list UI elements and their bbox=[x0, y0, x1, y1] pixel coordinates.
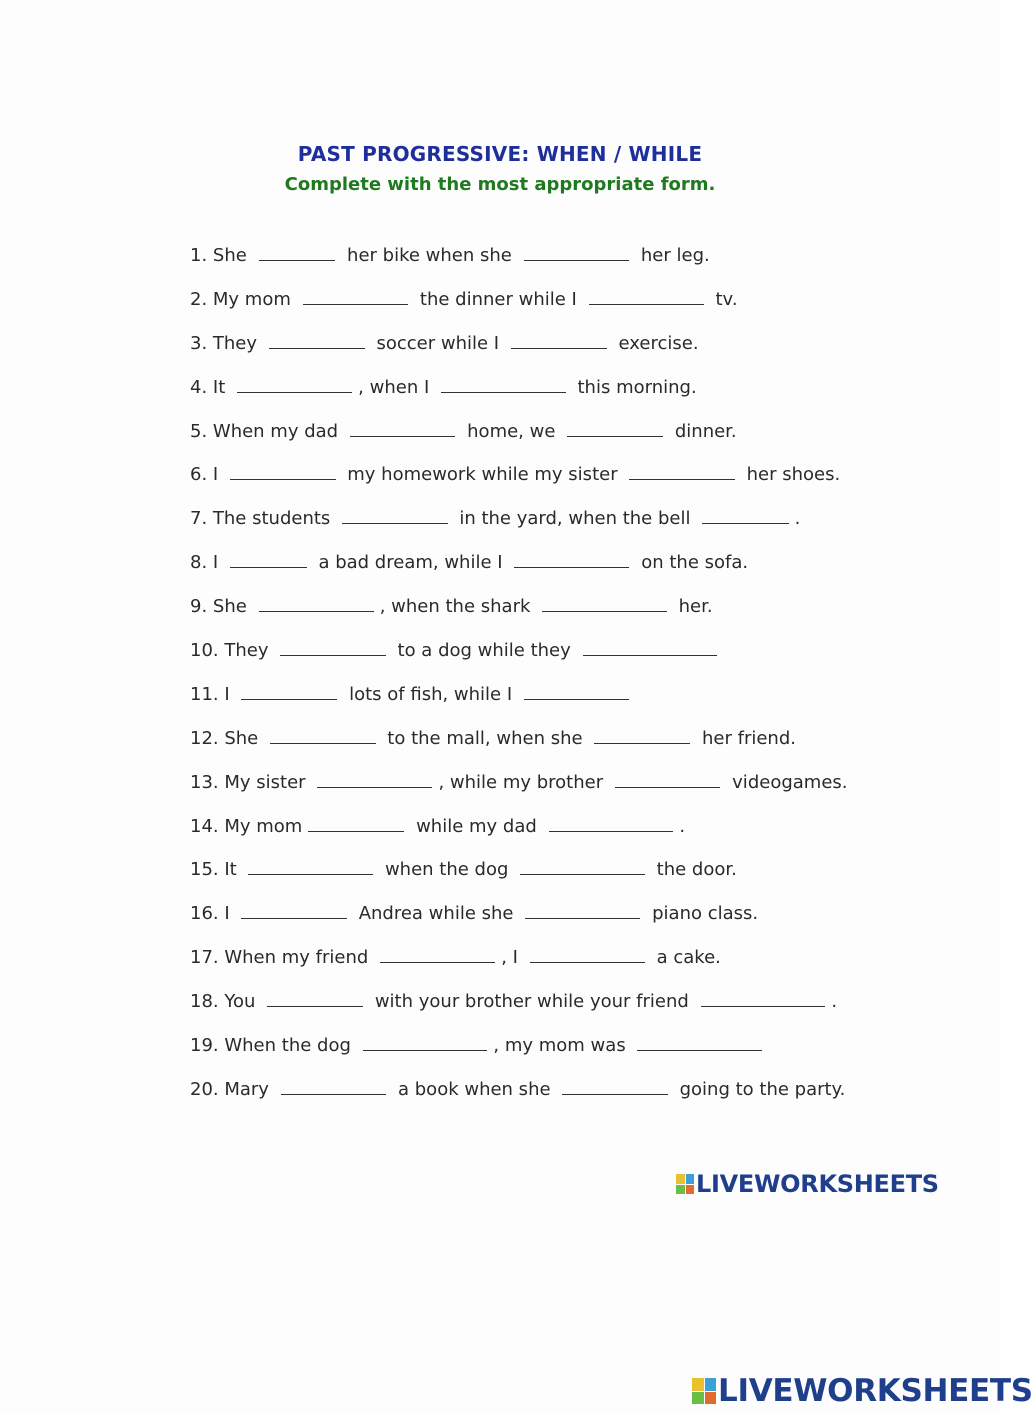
exercise-item bbox=[190, 286, 970, 330]
answer-blank[interactable] bbox=[589, 286, 704, 305]
worksheet-instructions: Complete with the most appropriate form. bbox=[284, 174, 716, 195]
exercise-text: . bbox=[679, 815, 686, 837]
exercise-item bbox=[190, 637, 970, 681]
exercise-text: a bad dream, while I bbox=[312, 552, 509, 574]
exercise-text: videogames. bbox=[726, 771, 848, 793]
exercise-text: going to the party. bbox=[673, 1078, 846, 1100]
answer-blank[interactable] bbox=[567, 418, 663, 437]
exercise-text: 11. I bbox=[190, 683, 236, 705]
answer-blank[interactable] bbox=[511, 330, 607, 349]
exercise-item bbox=[190, 549, 970, 593]
answer-blank[interactable] bbox=[562, 1076, 668, 1095]
exercise-text: piano class. bbox=[646, 903, 759, 925]
answer-blank[interactable] bbox=[525, 900, 640, 919]
exercise-text: a cake. bbox=[650, 947, 721, 969]
exercise-text: in the yard, when the bell bbox=[453, 508, 697, 530]
answer-blank[interactable] bbox=[270, 725, 376, 744]
exercise-text: her bike when she bbox=[341, 245, 518, 266]
exercise-text: 7. The students bbox=[190, 508, 337, 530]
exercise-list bbox=[190, 242, 970, 1120]
exercise-item bbox=[190, 374, 970, 418]
answer-blank[interactable] bbox=[549, 813, 674, 832]
exercise-text: on the sofa. bbox=[635, 552, 749, 574]
exercise-text: to a dog while they bbox=[391, 640, 577, 662]
exercise-item bbox=[190, 988, 970, 1032]
exercise-item bbox=[190, 505, 970, 549]
exercise-text: a book when she bbox=[392, 1078, 557, 1100]
answer-blank[interactable] bbox=[615, 769, 721, 788]
exercise-text: her shoes. bbox=[740, 464, 841, 486]
liveworksheets-logo-icon bbox=[676, 1174, 694, 1194]
exercise-text: 15. It bbox=[190, 859, 243, 881]
liveworksheets-logo bbox=[676, 1170, 939, 1198]
answer-blank[interactable] bbox=[629, 461, 735, 480]
answer-blank[interactable] bbox=[530, 944, 645, 963]
exercise-text: 18. You bbox=[190, 991, 262, 1013]
exercise-item bbox=[190, 813, 970, 857]
answer-blank[interactable] bbox=[350, 418, 456, 437]
answer-blank[interactable] bbox=[514, 549, 629, 568]
answer-blank[interactable] bbox=[583, 637, 717, 656]
answer-blank[interactable] bbox=[303, 286, 409, 305]
answer-blank[interactable] bbox=[363, 1032, 488, 1051]
answer-blank[interactable] bbox=[524, 681, 630, 700]
exercise-item bbox=[190, 418, 970, 462]
answer-blank[interactable] bbox=[241, 681, 337, 700]
answer-blank[interactable] bbox=[237, 374, 352, 393]
answer-blank[interactable] bbox=[524, 242, 630, 261]
exercise-text: 17. When my friend bbox=[190, 947, 375, 969]
exercise-text: my homework while my sister bbox=[341, 464, 624, 486]
answer-blank[interactable] bbox=[441, 374, 566, 393]
answer-blank[interactable] bbox=[230, 549, 307, 568]
exercise-text: 19. When the dog bbox=[190, 1035, 357, 1057]
exercise-item bbox=[190, 1076, 970, 1120]
answer-blank[interactable] bbox=[594, 725, 690, 744]
exercise-text: 2. My mom bbox=[190, 288, 297, 310]
exercise-text: 9. She bbox=[190, 596, 253, 618]
answer-blank[interactable] bbox=[542, 593, 667, 612]
exercise-text: 10. They bbox=[190, 640, 275, 662]
exercise-text: 1. She bbox=[190, 245, 253, 266]
exercise-text: to the mall, when she bbox=[381, 727, 589, 749]
exercise-text: 6. I bbox=[190, 464, 224, 486]
exercise-text: exercise. bbox=[612, 332, 699, 354]
answer-blank[interactable] bbox=[380, 944, 495, 963]
exercise-text: tv. bbox=[709, 288, 738, 310]
exercise-text: home, we bbox=[461, 420, 562, 442]
exercise-text: 3. They bbox=[190, 332, 263, 354]
exercise-text: when the dog bbox=[379, 859, 515, 881]
logo-text: LIVEWORKSHEETS bbox=[696, 1170, 939, 1198]
exercise-text: lots of fish, while I bbox=[343, 683, 518, 705]
answer-blank[interactable] bbox=[269, 330, 365, 349]
answer-blank[interactable] bbox=[248, 856, 373, 875]
exercise-text: this morning. bbox=[571, 376, 697, 398]
liveworksheets-footer-logo-icon bbox=[692, 1378, 716, 1404]
exercise-item bbox=[190, 856, 970, 900]
exercise-item bbox=[190, 461, 970, 505]
answer-blank[interactable] bbox=[259, 593, 374, 612]
exercise-text: 20. Mary bbox=[190, 1078, 275, 1100]
exercise-item bbox=[190, 725, 970, 769]
exercise-text: her. bbox=[672, 596, 713, 618]
exercise-text: Andrea while she bbox=[352, 903, 520, 925]
exercise-text: 4. It bbox=[190, 376, 231, 398]
answer-blank[interactable] bbox=[520, 856, 645, 875]
exercise-text: , my mom was bbox=[493, 1035, 632, 1057]
answer-blank[interactable] bbox=[230, 461, 336, 480]
exercise-text: , when I bbox=[358, 376, 435, 398]
exercise-item bbox=[190, 681, 970, 725]
exercise-text: 8. I bbox=[190, 552, 224, 574]
footer-logo-text: LIVEWORKSHEETS bbox=[718, 1373, 1033, 1409]
exercise-text: while my dad bbox=[410, 815, 543, 837]
exercise-text: her leg. bbox=[635, 245, 710, 266]
exercise-text: her friend. bbox=[696, 727, 796, 749]
answer-blank[interactable] bbox=[267, 988, 363, 1007]
exercise-text: 14. My mom bbox=[190, 815, 303, 837]
exercise-item bbox=[190, 330, 970, 374]
exercise-item bbox=[190, 900, 970, 944]
answer-blank[interactable] bbox=[281, 1076, 387, 1095]
answer-blank[interactable] bbox=[259, 242, 336, 261]
exercise-item bbox=[190, 769, 970, 813]
answer-blank[interactable] bbox=[701, 988, 826, 1007]
answer-blank[interactable] bbox=[241, 900, 347, 919]
worksheet-title: PAST PROGRESSIVE: WHEN / WHILE bbox=[297, 142, 703, 166]
liveworksheets-footer-logo bbox=[692, 1373, 1033, 1409]
exercise-text: soccer while I bbox=[370, 332, 505, 354]
exercise-text: 5. When my dad bbox=[190, 420, 344, 442]
answer-blank[interactable] bbox=[702, 505, 788, 524]
exercise-text: . bbox=[831, 991, 838, 1013]
exercise-text: , while my brother bbox=[438, 771, 609, 793]
answer-blank[interactable] bbox=[637, 1032, 762, 1051]
exercise-text: the dinner while I bbox=[414, 288, 583, 310]
answer-blank[interactable] bbox=[308, 813, 404, 832]
exercise-text: 13. My sister bbox=[190, 771, 312, 793]
answer-blank[interactable] bbox=[342, 505, 448, 524]
answer-blank[interactable] bbox=[280, 637, 386, 656]
exercise-item bbox=[190, 242, 970, 286]
exercise-text: , I bbox=[501, 947, 524, 969]
exercise-item bbox=[190, 1032, 970, 1076]
exercise-item bbox=[190, 944, 970, 988]
exercise-item bbox=[190, 593, 970, 637]
answer-blank[interactable] bbox=[317, 769, 432, 788]
exercise-text: the door. bbox=[650, 859, 737, 881]
exercise-text: . bbox=[794, 508, 801, 530]
exercise-text: 16. I bbox=[190, 903, 236, 925]
exercise-text: with your brother while your friend bbox=[369, 991, 695, 1013]
exercise-text: 12. She bbox=[190, 727, 264, 749]
exercise-text: , when the shark bbox=[379, 596, 537, 618]
exercise-text: dinner. bbox=[669, 420, 737, 442]
